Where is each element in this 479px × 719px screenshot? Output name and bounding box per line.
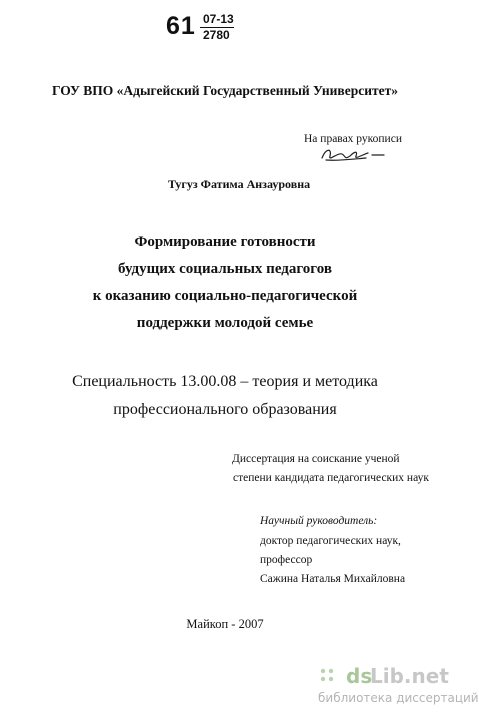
watermark-subtitle: библиотека диссертаций — [318, 691, 479, 705]
dissertation-line-2: степени кандидата педагогических наук — [233, 472, 429, 484]
author-name: Тугуз Фатима Анзауровна — [168, 177, 311, 191]
university-name: ГОУ ВПО «Адыгейский Государственный Университет» — [52, 83, 398, 98]
specialty-line-1: Специальность 13.00.08 – теория и методика — [72, 373, 378, 390]
specialty-line-2: профессионального образования — [113, 401, 337, 418]
thesis-title-line-3: к оказанию социально-педагогической — [92, 288, 358, 304]
handwritten-signature — [318, 144, 388, 166]
dslib-logo-icon — [318, 666, 336, 684]
thesis-title-line-2: будущих социальных педагогов — [118, 261, 332, 277]
dissertation-line-1: Диссертация на соискание ученой — [232, 453, 400, 465]
thesis-title-line-1: Формирование готовности — [134, 234, 316, 250]
supervisor-label: Научный руководитель: — [260, 515, 378, 527]
library-code-top: 07-13 — [203, 12, 234, 26]
supervisor-title: профессор — [260, 554, 313, 566]
supervisor-name: Сажина Наталья Михайловна — [260, 573, 406, 585]
thesis-title-line-4: поддержки молодой семье — [136, 315, 314, 331]
supervisor-degree: доктор педагогических наук, — [260, 535, 401, 547]
watermark-brand-lib: Lib.net — [370, 664, 449, 688]
watermark-brand-ds: ds — [346, 664, 373, 688]
library-code-bottom: 2780 — [203, 28, 230, 42]
library-code-number: 61 — [166, 12, 196, 40]
manuscript-rights: На правах рукописи — [304, 133, 402, 145]
city-year: Майкоп - 2007 — [186, 617, 264, 631]
